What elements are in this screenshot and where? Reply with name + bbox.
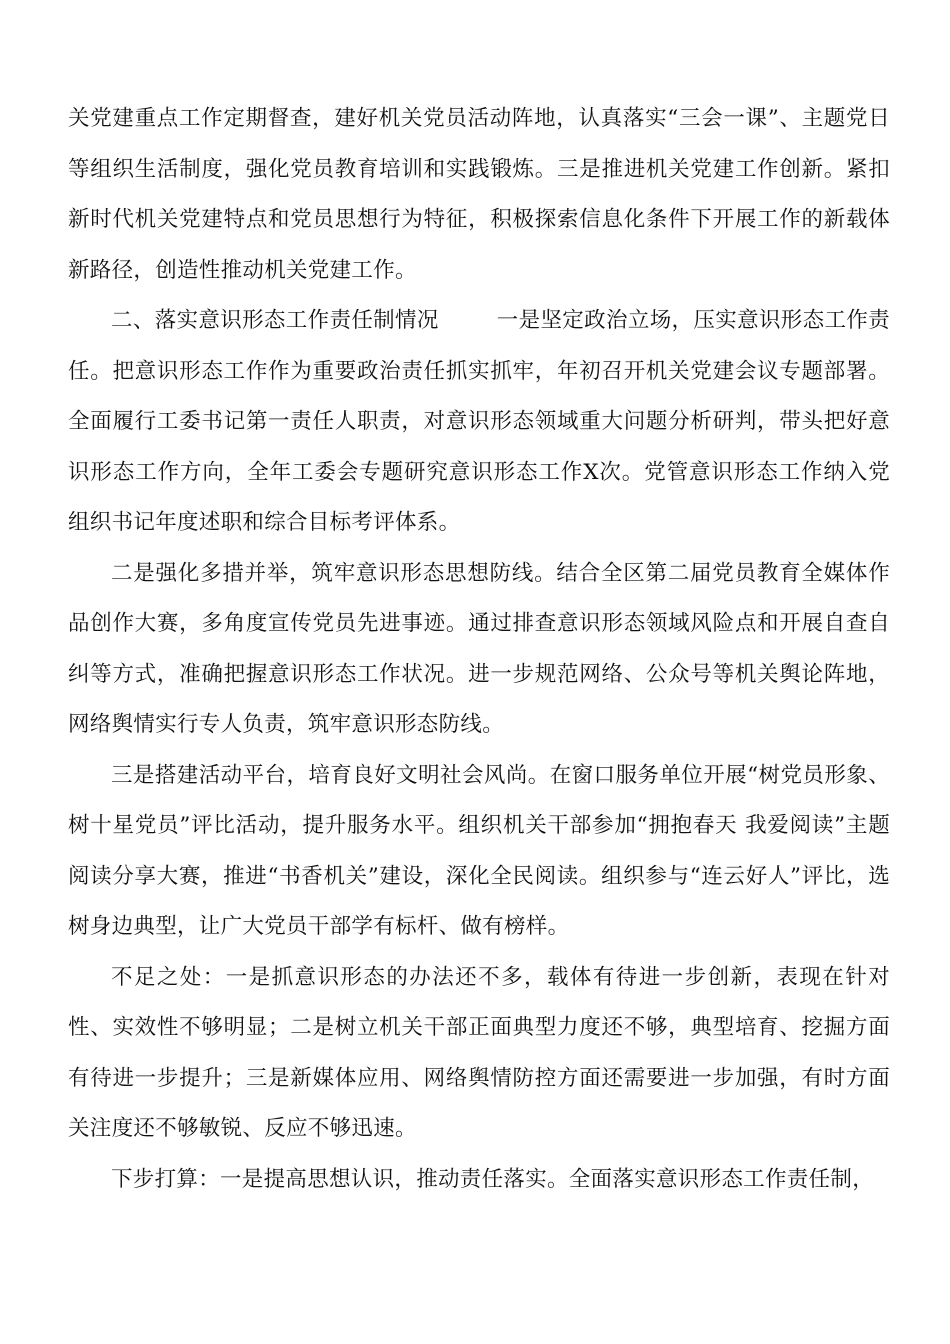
paragraph-1 [68,94,890,296]
paragraph-6-text: 下步打算：一是提高思想认识，推动责任落实。全面落实意识形态工作责任制， [111,1166,875,1192]
paragraph-3 [68,549,890,751]
paragraph-5 [68,953,890,1155]
paragraph-4 [68,751,890,953]
paragraph-1-text: 关党建重点工作定期督查，建好机关党员活动阵地，认真落实“三会一课”、主题党日等组织生活制度，强化党员教育培训和实践锻炼。三是推进机关党建工作创新。紧扣新时代机关党建特点和党员思想行为特征，积极探索信息化条件下开展工作的新载体新路径，创造性推动机关党建工作。 [68,106,890,283]
section-heading: 二、落实意识形态工作责任制情况 [111,308,439,333]
document-body [68,94,890,1205]
paragraph-4-text: 三是搭建活动平台，培育良好文明社会风尚。在窗口服务单位开展“树党员形象、树十星党员”评比活动，提升服务水平。组织机关干部参加“拥抱春天 我爱阅读”主题阅读分享大赛，推进“书香机关”建设，深化全民阅读。组织参与“连云好人”评比，选树身边典型，让广大党员干部学有标杆、做有榜样。 [68,762,890,939]
paragraph-2 [68,296,890,549]
paragraph-2-text: 一是坚定政治立场，压实意识形态工作责任。把意识形态工作作为重要政治责任抓实抓牢，年初召开机关党建会议专题部署。全面履行工委书记第一责任人职责，对意识形态领域重大问题分析研判，带头把好意识形态工作方向，全年工委会专题研究意识形态工作X次。党管意识形态工作纳入党组织书记年度述职和综合目标考评体系。 [68,308,890,535]
paragraph-6 [68,1155,890,1206]
paragraph-3-text: 二是强化多措并举，筑牢意识形态思想防线。结合全区第二届党员教育全媒体作品创作大赛，多角度宣传党员先进事迹。通过排查意识形态领域风险点和开展自查自纠等方式，准确把握意识形态工作状况。进一步规范网络、公众号等机关舆论阵地，网络舆情实行专人负责，筑牢意识形态防线。 [68,560,890,737]
paragraph-5-text: 不足之处：一是抓意识形态的办法还不多，载体有待进一步创新，表现在针对性、实效性不够明显；二是树立机关干部正面典型力度还不够，典型培育、挖掘方面有待进一步提升；三是新媒体应用、网络舆情防控方面还需要进一步加强，有时方面关注度还不够敏锐、反应不够迅速。 [68,964,890,1141]
